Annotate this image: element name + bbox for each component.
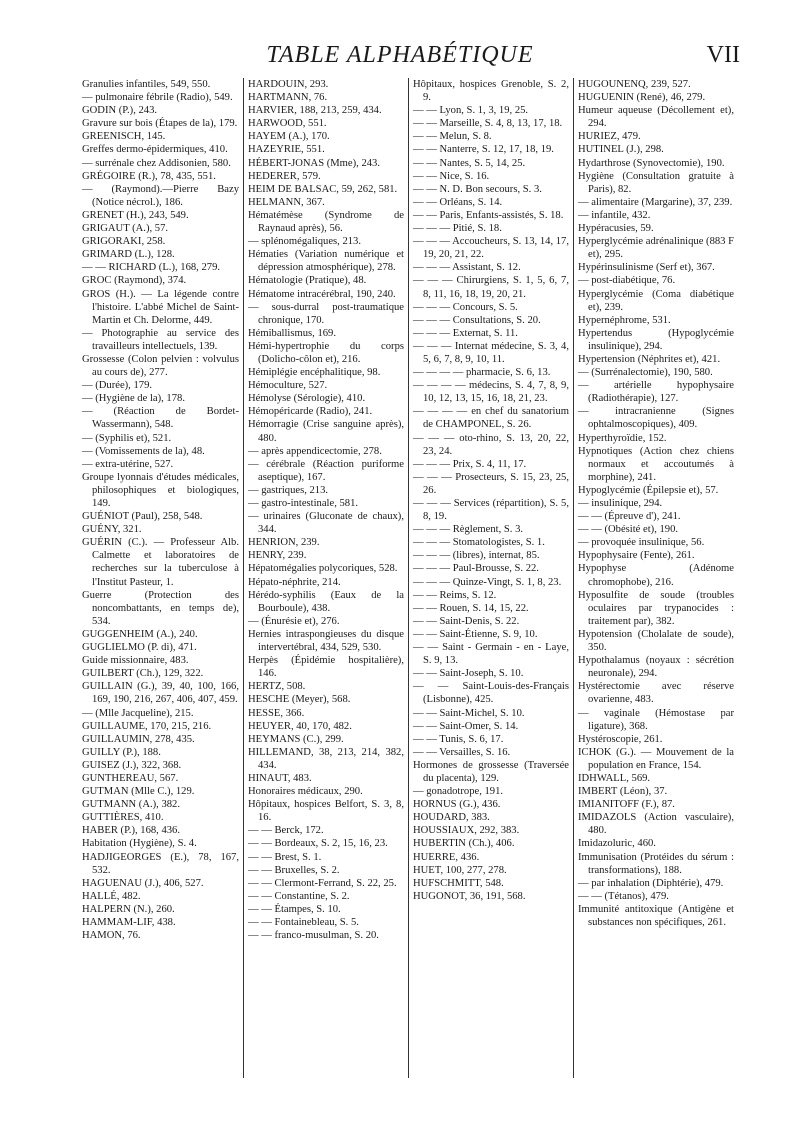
index-entry: GODIN (P.), 243.	[82, 105, 158, 117]
index-entry: Immunisation (Protéides du sérum : transformations), 188.	[578, 851, 734, 876]
index-entry: — — Melun, S. 8.	[413, 131, 492, 143]
index-entry: — — — — pharmacie, S. 6, 13.	[413, 367, 551, 379]
index-entry: — extra-utérine, 527.	[82, 458, 174, 470]
index-entry: — — Clermont-Ferrand, S. 22, 25.	[248, 877, 397, 889]
index-entry: Imidazoluric, 460.	[578, 838, 656, 850]
index-entry: — — — Assistant, S. 12.	[413, 262, 521, 274]
index-entry: Hypothalamus (noyaux : sécrétion neuronale), 294.	[578, 655, 734, 680]
index-entry: Hypérinsulinisme (Serf et), 367.	[578, 262, 715, 274]
index-entry: — — Saint - Germain - en - Laye, S. 9, 13.	[413, 642, 569, 667]
index-column-2	[243, 78, 408, 1078]
index-entry: — — — Concours, S. 5.	[413, 301, 518, 313]
index-entry: Hypertendus (Hypoglycémie insulinique), 294.	[578, 327, 734, 352]
index-entry: HESSE, 366.	[248, 707, 305, 719]
index-entry: — surrénale chez Addisonien, 580.	[82, 157, 231, 169]
index-entry: GUGLIELMO (P. di), 471.	[82, 642, 197, 654]
index-entry: Hématémèse (Syndrome de Raynaud après), 56.	[248, 209, 404, 235]
index-entry: HÉBERT-JONAS (Mme), 243.	[248, 157, 380, 169]
index-entry: GUGGENHEIM (A.), 240.	[82, 628, 198, 640]
index-entry: — — — Règlement, S. 3.	[413, 524, 524, 536]
index-entry: — — N. D. Bon secours, S. 3.	[413, 183, 542, 195]
index-entry: GRIMARD (L.), 128.	[82, 249, 175, 261]
index-entry: HUGONOT, 36, 191, 568.	[413, 890, 526, 902]
index-entry: HESCHE (Meyer), 568.	[248, 694, 351, 706]
index-entry: — pulmonaire fébrile (Radio), 549.	[82, 92, 233, 104]
index-entry: — — — Accoucheurs, S. 13, 14, 17, 19, 20, 21, 22.	[413, 236, 569, 261]
index-entry: — — Constantine, S. 2.	[248, 890, 350, 902]
index-entry: — — Berck, 172.	[248, 825, 324, 837]
index-entry: Hérédo-syphilis (Eaux de la Bourboule), 438.	[248, 589, 404, 614]
index-entry: Habitation (Hygiène), S. 4.	[82, 838, 197, 850]
index-entry: Herpès (Épidémie hospitalière), 146.	[248, 655, 404, 680]
index-entry: — — Bruxelles, S. 2.	[248, 864, 340, 876]
index-entry: Hypnotiques (Action chez chiens normaux et accoutumés à morphine), 241.	[578, 445, 734, 483]
index-entry: GUILLAIN (G.), 39, 40, 100, 166, 169, 190, 216, 267, 406, 407, 459.	[82, 681, 239, 706]
index-entry: GUILBERT (Ch.), 129, 322.	[82, 668, 204, 680]
index-entry: — — — — en chef du sanatorium de CHAMPONEL, S. 26.	[413, 406, 569, 431]
index-entry: Hypertension (Néphrites et), 421.	[578, 353, 721, 365]
index-entry: Hépatomégalies polycoriques, 528.	[248, 563, 398, 575]
index-entry: Hémoculture, 527.	[248, 380, 328, 392]
index-entry: Hypernéphrome, 531.	[578, 314, 671, 326]
index-entry: HAGUENAU (J.), 406, 527.	[82, 877, 204, 889]
index-entry: Hôpitaux, hospices Belfort, S. 3, 8, 16.	[248, 799, 404, 824]
index-entry: — — (Obésité et), 190.	[578, 524, 679, 536]
index-entry: — sous-durral post-traumatique chronique, 170.	[248, 301, 404, 326]
index-entry: — — Orléans, S. 14.	[413, 196, 503, 208]
index-entry: HAZEYRIE, 551.	[248, 144, 325, 156]
index-entry: — (Durée), 179.	[82, 380, 153, 392]
index-entry: — (Énurésie et), 276.	[248, 615, 340, 627]
index-entry: — — Étampes, S. 10.	[248, 903, 341, 915]
index-entry: — — Saint-Louis-des-Français (Lisbonne), 425.	[413, 681, 569, 706]
index-entry: — — (Tétanos), 479.	[578, 890, 669, 902]
index-entry: — — Reims, S. 12.	[413, 589, 497, 601]
index-entry: — — — Paul-Brousse, S. 22.	[413, 563, 539, 575]
index-entry: GUTMANN (A.), 382.	[82, 799, 180, 811]
index-entry: — — Brest, S. 1.	[248, 851, 322, 863]
index-entry: Hyperglycémie adrénalinique (883 F et), 295.	[578, 236, 735, 261]
index-entry: Hôpitaux, hospices Grenoble, S. 2, 9.	[413, 79, 569, 104]
index-entry: GUTTIÈRES, 410.	[82, 812, 164, 824]
index-entry: Immunité antitoxique (Antigène et substances non spécifiques, 261.	[578, 903, 734, 928]
index-entry: — — — Services (répartition), S. 5, 8, 19.	[413, 498, 569, 523]
index-entry: GREENISCH, 145.	[82, 131, 166, 143]
index-entry: HADJIGEORGES (E.), 78, 167, 532.	[82, 851, 239, 876]
index-entry: — gastro-intestinale, 581.	[248, 498, 359, 509]
index-entry: Hémi-hypertrophie du corps (Dolicho-côlon et), 216.	[248, 340, 404, 365]
index-entry: GUILLAUMIN, 278, 435.	[82, 733, 195, 745]
index-entry: Groupe lyonnais d'études médicales, philosophiques et biologiques, 149.	[82, 471, 239, 509]
index-entry: HURIEZ, 479.	[578, 131, 641, 143]
index-entry: Honoraires médicaux, 290.	[248, 786, 363, 798]
index-entry: — insulinique, 294.	[578, 498, 663, 509]
index-entry: Hernies intraspongieuses du disque intervertébral, 434, 529, 530.	[248, 628, 404, 654]
index-entry: — — Nantes, S. 5, 14, 25.	[413, 157, 526, 169]
index-entry: GUÉRIN (C.). — Professeur Alb. Calmette et laboratoires de recherches sur la tuberculose à l'Institut Pasteur, 1.	[82, 537, 239, 588]
index-entry: Hygiène (Consultation gratuite à Paris), 82.	[578, 170, 734, 195]
index-entry: GRÉGOIRE (R.), 78, 435, 551.	[82, 170, 216, 182]
index-entry: — — franco-musulman, S. 20.	[248, 930, 379, 942]
index-entry: GUÉNY, 321.	[82, 524, 142, 536]
index-entry: — infantile, 432.	[578, 209, 651, 221]
index-entry: — — — Prosecteurs, S. 15, 23, 25, 26.	[413, 471, 569, 496]
index-entry: — cérébrale (Réaction puriforme aseptique), 167.	[248, 458, 404, 483]
index-entry: — — Nice, S. 16.	[413, 170, 490, 182]
index-entry: HUGOUNENQ, 239, 527.	[578, 79, 691, 90]
index-entry: HALLÉ, 482.	[82, 890, 141, 902]
page-title: TABLE ALPHABÉTIQUE	[266, 42, 534, 68]
index-entry: — — — Stomatologistes, S. 1.	[413, 537, 545, 549]
index-entry: HEUYER, 40, 170, 482.	[248, 720, 352, 732]
index-column-1	[78, 78, 243, 1078]
index-entry: — après appendicectomie, 278.	[248, 445, 382, 457]
index-entry: HARTMANN, 76.	[248, 92, 328, 104]
index-entry: — — Lyon, S. 1, 3, 19, 25.	[413, 105, 529, 117]
index-entry: — — Versailles, S. 16.	[413, 746, 511, 758]
index-entry: Hématome intracérébral, 190, 240.	[248, 288, 396, 300]
index-entry: Hypophyse (Adénome chromophobe), 216.	[578, 563, 734, 588]
index-entry: Hépato-néphrite, 214.	[248, 576, 341, 588]
index-entry: Hypophysaire (Fente), 261.	[578, 550, 695, 562]
index-entry: — — Saint-Michel, S. 10.	[413, 707, 525, 719]
index-entry: HEYMANS (C.), 299.	[248, 733, 344, 745]
index-entry: — — — (libres), internat, 85.	[413, 550, 540, 562]
index-entry: HEIM DE BALSAC, 59, 262, 581.	[248, 183, 398, 195]
index-entry: HUERRE, 436.	[413, 851, 480, 863]
index-entry: HABER (P.), 168, 436.	[82, 825, 180, 837]
index-entry: — — Saint-Joseph, S. 10.	[413, 668, 524, 680]
index-entry: — alimentaire (Margarine), 37, 239.	[578, 196, 733, 208]
index-entry: — — Nanterre, S. 12, 17, 18, 19.	[413, 144, 554, 156]
index-entry: Hémopéricarde (Radio), 241.	[248, 406, 373, 418]
index-entry: HELMANN, 367.	[248, 196, 325, 208]
index-entry: Granulies infantiles, 549, 550.	[82, 79, 211, 90]
index-entry: — (Mlle Jacqueline), 215.	[82, 707, 194, 719]
index-entry: — splénomégaliques, 213.	[248, 236, 361, 248]
index-entry: — Photographie au service des travailleurs intellectuels, 139.	[82, 327, 239, 352]
index-entry: HUET, 100, 277, 278.	[413, 864, 507, 876]
index-entry: — vaginale (Hémostase par ligature), 368.	[578, 707, 734, 732]
index-entry: — — (Épreuve d'), 241.	[578, 511, 681, 523]
index-entry: — — Saint-Étienne, S. 9, 10.	[413, 628, 538, 640]
index-entry: — (Vomissements de la), 48.	[82, 445, 205, 457]
index-entry: — — — Internat médecine, S. 3, 4, 5, 6, 7, 8, 9, 10, 11.	[413, 340, 569, 365]
index-entry: — gonadotrope, 191.	[413, 786, 504, 798]
index-entry: Hypoglycémie (Épilepsie et), 57.	[578, 484, 719, 496]
index-entry: Gravure sur bois (Étapes de la), 179.	[82, 118, 238, 130]
index-entry: Hystéroscopie, 261.	[578, 733, 663, 745]
index-entry: HERTZ, 508.	[248, 681, 306, 693]
page-number: VII	[706, 42, 740, 68]
index-entry: Hématies (Variation numérique et dépression atmosphérique), 278.	[248, 249, 404, 274]
index-entry: Grossesse (Colon pelvien : volvulus au cours de), 277.	[82, 353, 239, 379]
index-entry: IDHWALL, 569.	[578, 772, 651, 784]
index-entry: HUTINEL (J.), 298.	[578, 144, 664, 156]
index-entry: IMIANITOFF (F.), 87.	[578, 799, 675, 811]
index-entry: — — — Quinze-Vingt, S. 1, 8, 23.	[413, 576, 562, 588]
index-entry: IMBERT (Léon), 37.	[578, 786, 668, 798]
index-entry: GRENET (H.), 243, 549.	[82, 209, 189, 221]
index-entry: — — — Prix, S. 4, 11, 17.	[413, 458, 527, 470]
index-entry: Hydarthrose (Synovectomie), 190.	[578, 157, 725, 169]
index-entry: HAMON, 76.	[82, 930, 141, 942]
index-entry: GRIGAUT (A.), 57.	[82, 223, 169, 235]
index-entry: — par inhalation (Diphtérie), 479.	[578, 877, 724, 889]
index-entry: — — RICHARD (L.), 168, 279.	[82, 262, 221, 274]
index-entry: Hémiballismus, 169.	[248, 327, 336, 339]
index-entry: — (Réaction de Bordet-Wassermann), 548.	[82, 406, 239, 431]
index-entry: GUILLY (P.), 188.	[82, 746, 161, 758]
index-entry: — — Marseille, S. 4, 8, 13, 17, 18.	[413, 118, 563, 130]
index-entry: GUÉNIOT (Paul), 258, 548.	[82, 511, 203, 523]
index-entry: HILLEMAND, 38, 213, 214, 382, 434.	[248, 746, 404, 771]
index-entry: Hypotension (Cholalate de soude), 350.	[578, 628, 734, 654]
index-entry: — — Fontainebleau, S. 5.	[248, 917, 359, 928]
index-entry: Hyperthyroïdie, 152.	[578, 432, 667, 444]
index-entry: — provoquée insulinique, 56.	[578, 537, 705, 549]
index-entry: HUGUENIN (René), 46, 279.	[578, 92, 706, 104]
index-entry: HAYEM (A.), 170.	[248, 131, 330, 143]
index-entry: HARWOOD, 551.	[248, 118, 327, 130]
index-entry: HARDOUIN, 293.	[248, 79, 329, 90]
index-entry: — — — Chirurgiens, S. 1, 5, 6, 7, 8, 11, 16, 18, 19, 20, 21.	[413, 275, 569, 300]
index-entry: Hormones de grossesse (Traversée du placenta), 129.	[413, 759, 569, 784]
index-entry: GROC (Raymond), 374.	[82, 275, 187, 287]
index-entry: — gastriques, 213.	[248, 484, 329, 496]
index-entry: Greffes dermo-épidermiques, 410.	[82, 144, 228, 156]
index-entry: GROS (H.). — La légende contre l'histoire. L'abbé Michel de Saint-Martin et Ch. Delorme, 449.	[82, 288, 239, 326]
index-entry: — — Rouen, S. 14, 15, 22.	[413, 602, 529, 614]
index-column-4	[573, 78, 738, 1078]
index-entry: — — Paris, Enfants-assistés, S. 18.	[413, 209, 564, 221]
index-columns	[78, 78, 738, 1078]
index-entry: IMIDAZOLS (Action vasculaire), 480.	[578, 812, 734, 837]
index-entry: HOUDARD, 383.	[413, 812, 490, 824]
index-entry: — intracranienne (Signes ophtalmoscopiques), 409.	[578, 406, 734, 431]
index-entry: Hématologie (Pratique), 48.	[248, 275, 367, 287]
index-entry: Guerre (Protection des noncombattants, en temps de), 534.	[82, 589, 239, 627]
page-header	[0, 38, 800, 78]
index-entry: HUBERTIN (Ch.), 406.	[413, 838, 515, 850]
index-entry: — — — Externat, S. 11.	[413, 327, 518, 339]
index-entry: — — Saint-Denis, S. 22.	[413, 615, 520, 627]
index-entry: — — — — médecins, S. 4, 7, 8, 9, 10, 12, 13, 15, 16, 18, 21, 23.	[413, 380, 569, 405]
index-entry: GUISEZ (J.), 322, 368.	[82, 759, 182, 771]
index-entry: — — — Pitié, S. 18.	[413, 223, 502, 235]
index-entry: HALPERN (N.), 260.	[82, 903, 175, 915]
index-entry: GUTMAN (Mlle C.), 129.	[82, 786, 195, 798]
index-entry: HAMMAM-LIF, 438.	[82, 917, 176, 928]
index-entry: — (Syphilis et), 521.	[82, 432, 172, 444]
index-entry: Hypéracusies, 59.	[578, 223, 654, 235]
index-entry: GRIGORAKI, 258.	[82, 236, 166, 248]
index-entry: HOUSSIAUX, 292, 383.	[413, 825, 520, 837]
index-entry: HEDERER, 579.	[248, 170, 321, 182]
index-entry: — (Surrénalectomie), 190, 580.	[578, 367, 713, 379]
index-entry: HENRION, 239.	[248, 537, 320, 549]
index-entry: — post-diabétique, 76.	[578, 275, 676, 287]
index-entry: ICHOK (G.). — Mouvement de la population en France, 154.	[578, 746, 734, 771]
index-entry: Hystérectomie avec réserve ovarienne, 483.	[578, 681, 734, 706]
index-entry: — (Hygiène de la), 178.	[82, 393, 185, 405]
index-entry: — — Tunis, S. 6, 17.	[413, 733, 504, 745]
index-entry: HORNUS (G.), 436.	[413, 799, 501, 811]
index-entry: HARVIER, 188, 213, 259, 434.	[248, 105, 382, 117]
index-entry: Hémorragie (Crise sanguine après), 480.	[248, 419, 404, 444]
index-entry: — artérielle hypophysaire (Radiothérapie), 127.	[578, 380, 734, 405]
index-entry: Humeur aqueuse (Décollement et), 294.	[578, 105, 734, 130]
index-entry: HUFSCHMITT, 548.	[413, 877, 504, 889]
index-entry: Hyposulfite de soude (troubles oculaires par trypanocides : traitement par), 382.	[578, 589, 734, 627]
index-entry: — urinaires (Gluconate de chaux), 344.	[248, 511, 404, 536]
index-column-3	[408, 78, 573, 1078]
index-entry: Hyperglycémie (Coma diabétique et), 239.	[578, 288, 734, 313]
index-entry: — — — oto-rhino, S. 13, 20, 22, 23, 24.	[413, 432, 569, 457]
index-entry: HINAUT, 483.	[248, 772, 312, 784]
index-entry: — — — Consultations, S. 20.	[413, 314, 541, 326]
index-entry: Hémiplégie encéphalitique, 98.	[248, 367, 381, 379]
index-entry: GUILLAUME, 170, 215, 216.	[82, 720, 212, 732]
index-entry: HENRY, 239.	[248, 550, 307, 562]
index-entry: — (Raymond).—Pierre Bazy (Notice nécrol.), 186.	[82, 183, 239, 208]
index-entry: Hémolyse (Sérologie), 410.	[248, 393, 366, 405]
index-entry: Guide missionnaire, 483.	[82, 655, 189, 667]
index-entry: — — Bordeaux, S. 2, 15, 16, 23.	[248, 838, 388, 850]
index-entry: GUNTHEREAU, 567.	[82, 772, 179, 784]
index-entry: — — Saint-Omer, S. 14.	[413, 720, 519, 732]
